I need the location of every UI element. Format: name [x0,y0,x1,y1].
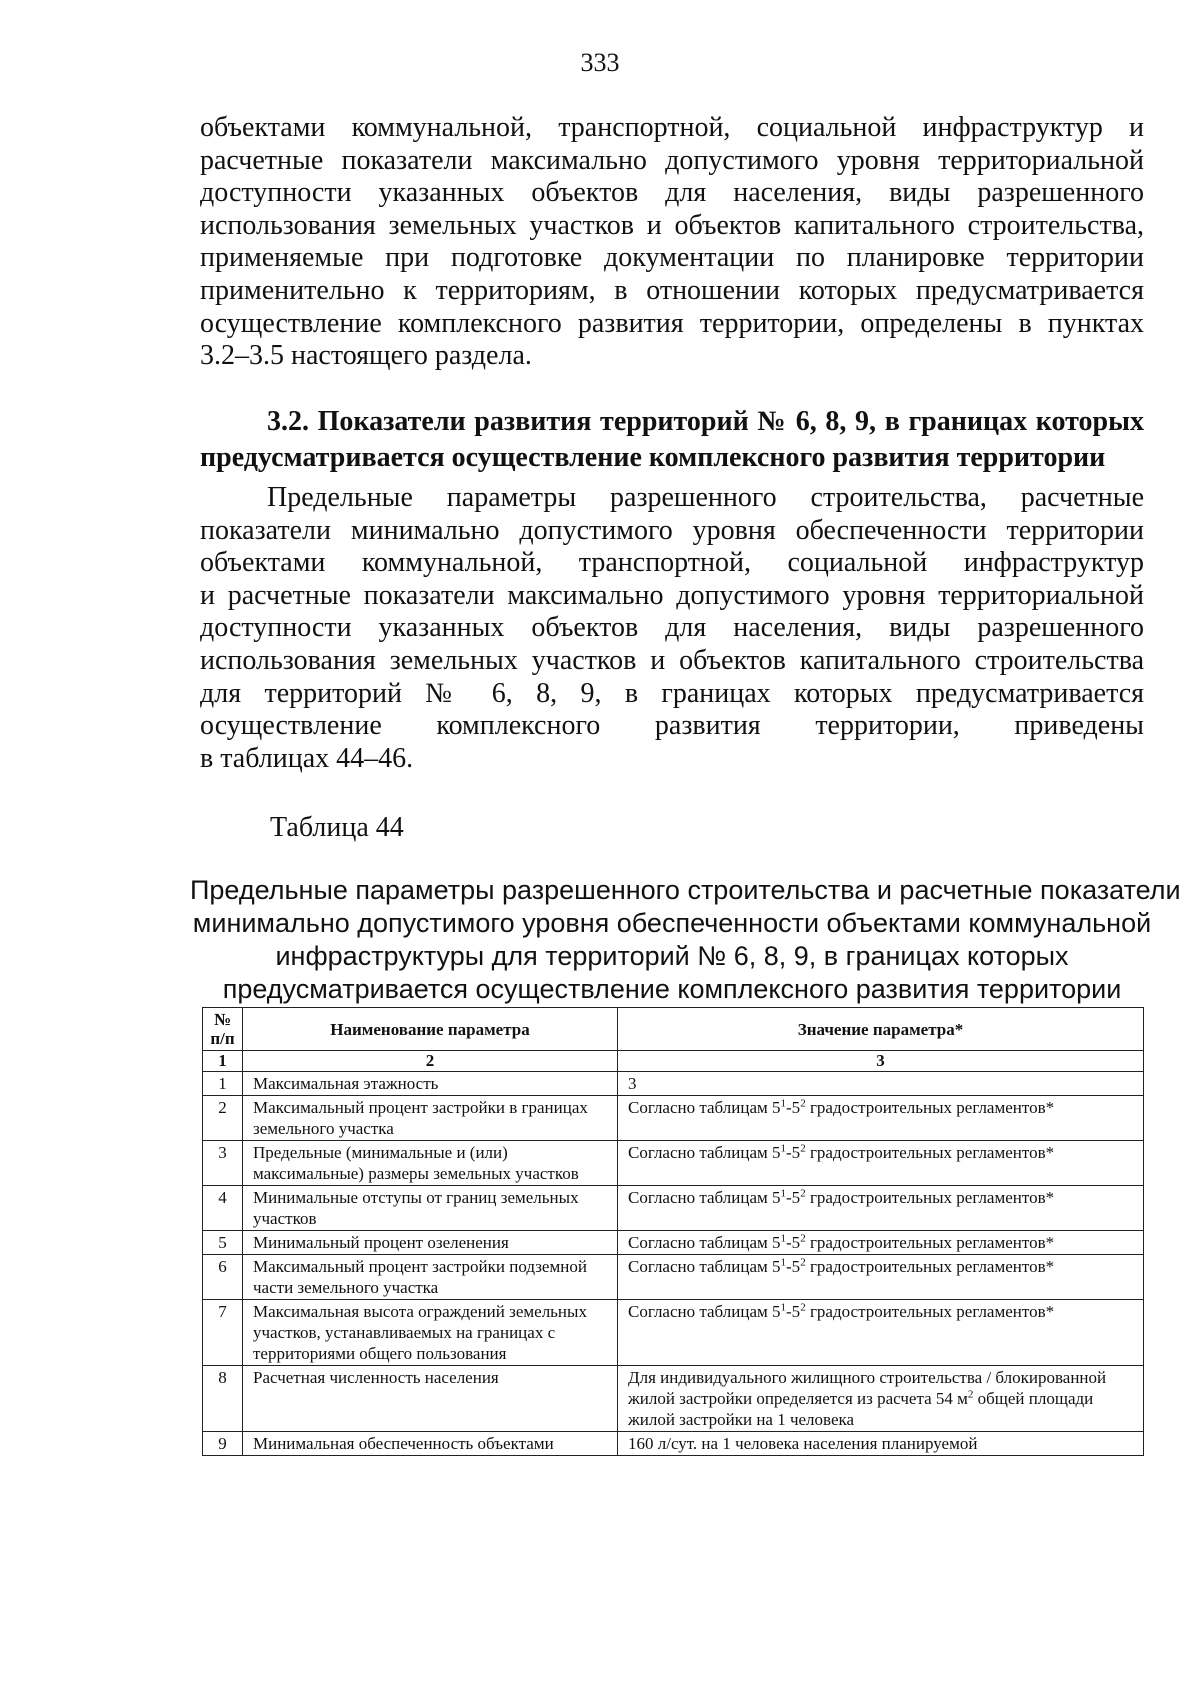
table-caption [190,874,1181,1006]
text-line: и расчетные показатели максимально допустимого уровня территориальной [200,579,1144,611]
text-line: применительно к территориям, в отношении которых предусматривается [200,274,1144,306]
text-line: доступности указанных объектов для населения, виды разрешенного [200,612,1144,644]
table-label: Таблица 44 [270,812,404,843]
text-line: показатели минимально допустимого уровня обеспеченности территории [200,514,1144,546]
parameter-name: Предельные (минимальные и (или) максимальные) размеры земельных участков [243,1141,618,1186]
value-text: -5 [786,1098,801,1117]
row-number: 3 [203,1141,243,1186]
text-line: объектами коммунальной, транспортной, социальной инфраструктур и [200,112,1144,143]
value-superscript: 2 [800,1256,806,1269]
value-text: градостроительных регламентов* [805,1233,1055,1252]
value-text: -5 [786,1302,801,1321]
parameter-value [618,1231,1144,1255]
parameter-value [618,1096,1144,1141]
column-numbers-row [203,1051,1144,1072]
row-number: 8 [203,1366,243,1432]
value-text: Согласно таблицам 5 [628,1188,781,1207]
parameter-name: Максимальная этажность [243,1072,618,1096]
value-text: -5 [786,1143,801,1162]
value-superscript: 2 [967,1388,974,1401]
parameter-value [618,1300,1144,1366]
caption-line: инфраструктуры для территорий № 6, 8, 9, в границах которых [275,941,1069,971]
header-number: № п/п [203,1008,243,1051]
text-line: объектами коммунальной, транспортной, социальной инфраструктур [200,547,1144,579]
text-line: в таблицах 44–46. [200,742,414,774]
value-text: 3 [628,1074,637,1093]
table-row [203,1141,1144,1186]
text-line: для территорий № 6, 8, 9, в границах которых предусматривается [200,677,1144,709]
value-text: градостроительных регламентов* [805,1098,1055,1117]
value-text: Согласно таблицам 5 [628,1233,781,1252]
row-number: 1 [203,1072,243,1096]
parameter-name: Максимальный процент застройки в границах земельного участка [243,1096,618,1141]
header-name: Наименование параметра [243,1008,618,1051]
row-number: 9 [203,1432,243,1456]
parameter-value [618,1141,1144,1186]
parameter-name: Минимальная обеспеченность объектами [243,1432,618,1456]
text-line: расчетные показатели максимально допустимого уровня территориальной [200,144,1144,176]
parameter-value [618,1255,1144,1300]
value-text: -5 [786,1233,801,1252]
value-superscript: 2 [800,1187,806,1200]
value-text: 160 л/сут. на 1 человека населения планируемой [628,1434,978,1453]
parameter-name: Максимальная высота ограждений земельных участков, устанавливаемых на границах с территориями общего пользования [243,1300,618,1366]
value-text: градостроительных регламентов* [805,1302,1055,1321]
caption-line: предусматривается осуществление комплексного развития территории [222,974,1122,1004]
row-number: 4 [203,1186,243,1231]
value-text: градостроительных регламентов* [805,1143,1055,1162]
table-row [203,1255,1144,1300]
parameter-name: Минимальные отступы от границ земельных участков [243,1186,618,1231]
heading-line: 3.2. Показатели развития территорий № 6, 8, 9, в границах которых [267,406,1144,437]
parameter-name: Расчетная численность населения [243,1366,618,1432]
row-number: 7 [203,1300,243,1366]
parameter-name: Максимальный процент застройки подземной части земельного участка [243,1255,618,1300]
table-row [203,1231,1144,1255]
column-number: 2 [243,1051,618,1072]
row-number: 6 [203,1255,243,1300]
parameter-value [618,1072,1144,1096]
table-header-row [203,1008,1144,1051]
parameter-value [618,1366,1144,1432]
value-text: градостроительных регламентов* [805,1188,1055,1207]
table-row [203,1096,1144,1141]
value-text: общей площади жилой застройки на 1 человека [628,1389,1094,1429]
table-row [203,1300,1144,1366]
text-line: применяемые при подготовке документации по планировке территории [200,242,1144,274]
value-superscript: 1 [780,1232,787,1245]
parameter-name: Минимальный процент озеленения [243,1231,618,1255]
section-heading [200,404,1144,476]
value-text: Согласно таблицам 5 [628,1302,781,1321]
column-number: 3 [618,1051,1144,1072]
value-text: -5 [786,1188,801,1207]
value-superscript: 2 [800,1232,806,1245]
value-text: Согласно таблицам 5 [628,1143,781,1162]
text-line: 3.2–3.5 настоящего раздела. [200,340,532,372]
value-text: Согласно таблицам 5 [628,1257,781,1276]
value-superscript: 1 [780,1097,787,1110]
row-number: 5 [203,1231,243,1255]
parameter-value [618,1432,1144,1456]
value-superscript: 1 [780,1301,787,1314]
text-line: осуществление комплексного развития территории, определены в пунктах [200,307,1144,339]
caption-line: минимально допустимого уровня обеспеченности объектами коммунальной [192,908,1152,938]
parameters-table [202,1007,1144,1456]
page-number: 333 [580,48,620,77]
table-row [203,1186,1144,1231]
value-text: Согласно таблицам 5 [628,1098,781,1117]
table-row [203,1432,1144,1456]
intro-paragraph [200,112,1144,373]
text-line: использования земельных участков и объектов капитального строительства, [200,209,1144,241]
text-line: использования земельных участков и объектов капитального строительства [200,644,1144,676]
heading-line: предусматривается осуществление комплексного развития территории [200,442,1106,473]
parameter-value [618,1186,1144,1231]
body-paragraph [200,482,1144,775]
value-superscript: 1 [780,1256,787,1269]
text-line: доступности указанных объектов для населения, виды разрешенного [200,177,1144,209]
text-line: осуществление комплексного развития территории, приведены [200,710,1144,742]
text-line: Предельные параметры разрешенного строительства, расчетные [267,482,1144,513]
table-row [203,1366,1144,1432]
caption-line: Предельные параметры разрешенного строительства и расчетные показатели [190,875,1181,905]
table-row [203,1072,1144,1096]
row-number: 2 [203,1096,243,1141]
value-text: Для индивидуального жилищного строительства / блокированной жилой застройки определяется из расчета 54 м [628,1368,1107,1408]
header-value: Значение параметра* [618,1008,1144,1051]
value-superscript: 1 [780,1142,787,1155]
value-text: градостроительных регламентов* [805,1257,1055,1276]
value-superscript: 2 [800,1142,806,1155]
value-superscript: 1 [780,1187,787,1200]
column-number: 1 [203,1051,243,1072]
value-superscript: 2 [800,1301,806,1314]
value-superscript: 2 [800,1097,806,1110]
value-text: -5 [786,1257,801,1276]
